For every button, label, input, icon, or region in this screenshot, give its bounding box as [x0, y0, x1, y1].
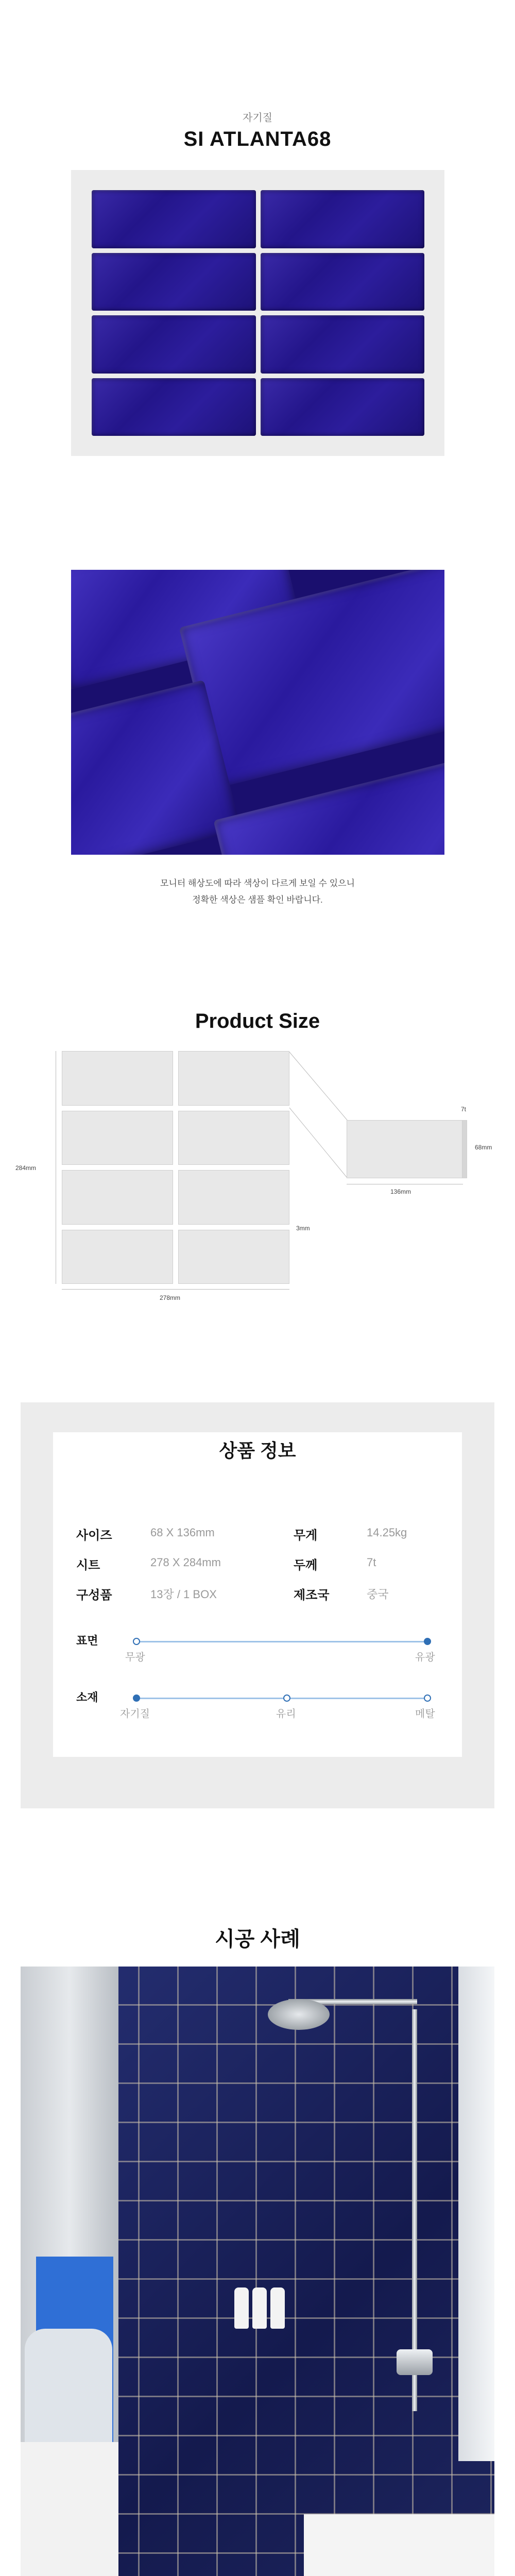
tile — [261, 378, 425, 436]
joint-label: 3mm — [296, 1225, 310, 1232]
surface-option-matte: 무광 — [125, 1652, 145, 1663]
soap-bottle — [252, 2287, 267, 2329]
size-diagram-sheet — [62, 1051, 289, 1284]
size-tile — [178, 1230, 289, 1284]
sheet-width-line — [62, 1289, 289, 1290]
info-key-weight: 무게 — [294, 1529, 318, 1543]
surface-label: 표면 — [76, 1634, 98, 1647]
shower-valve — [397, 2349, 433, 2375]
tile-width-label: 136mm — [390, 1188, 411, 1195]
tile — [261, 190, 425, 248]
size-tile — [62, 1230, 173, 1284]
info-card — [53, 1432, 462, 1757]
single-tile-edge — [462, 1120, 467, 1178]
tile — [92, 315, 256, 374]
surface-option-matte-dot — [133, 1638, 140, 1645]
material-label: 소재 — [76, 1691, 98, 1704]
size-tile — [62, 1111, 173, 1165]
closeup-tile-image — [71, 570, 444, 855]
surface-option-gloss: 유광 — [415, 1652, 435, 1663]
hero-tile-sheet-image — [92, 190, 424, 436]
photo-bathtub — [304, 2514, 494, 2576]
material-option-metal: 메탈 — [415, 1708, 435, 1720]
tile — [261, 315, 425, 374]
color-notice-line-1: 모니터 해상도에 따라 색상이 다르게 보일 수 있으니 — [160, 878, 355, 888]
material-option-porcelain: 자기질 — [120, 1708, 150, 1720]
soap-bottle — [270, 2287, 285, 2329]
info-value-sheet: 278 X 284mm — [150, 1556, 221, 1569]
product-size-title: Product Size — [195, 1010, 320, 1032]
photo-pillow — [25, 2329, 112, 2447]
info-title: 상품 정보 — [219, 1440, 296, 1461]
tile — [261, 253, 425, 311]
color-notice-line-2: 정확한 색상은 샘플 확인 바랍니다. — [192, 895, 323, 905]
product-title: SI ATLANTA68 — [183, 128, 332, 150]
tile — [92, 190, 256, 248]
info-value-size: 68 X 136mm — [150, 1526, 215, 1539]
info-key-thickness: 두께 — [294, 1558, 318, 1572]
material-scale-track — [136, 1698, 427, 1699]
size-tile — [178, 1170, 289, 1225]
photo-bed — [21, 2442, 118, 2576]
material-option-glass-dot — [283, 1694, 290, 1702]
sheet-height-label: 284mm — [15, 1164, 37, 1172]
tile-height-label: 68mm — [475, 1144, 492, 1151]
size-tile — [178, 1111, 289, 1165]
size-tile — [62, 1051, 173, 1106]
product-category: 자기질 — [243, 112, 272, 124]
photo-mirror — [458, 1967, 494, 2461]
info-value-components: 13장 / 1 BOX — [150, 1588, 217, 1601]
material-option-metal-dot — [424, 1694, 431, 1702]
tile-thickness-label: 7t — [461, 1106, 467, 1113]
shower-head-icon — [268, 1999, 330, 2030]
tile — [92, 378, 256, 436]
material-option-glass: 유리 — [276, 1708, 296, 1720]
surface-option-gloss-dot — [424, 1638, 431, 1645]
zoom-connector-lines — [288, 1051, 350, 1185]
single-tile-diagram — [347, 1120, 463, 1178]
sheet-width-label: 278mm — [160, 1294, 181, 1301]
soap-bottle — [234, 2287, 249, 2329]
surface-scale-track — [136, 1641, 427, 1642]
size-tile — [178, 1051, 289, 1106]
info-value-weight: 14.25kg — [367, 1526, 407, 1539]
info-key-size: 사이즈 — [76, 1529, 112, 1543]
info-value-origin: 중국 — [367, 1588, 389, 1601]
info-key-components: 구성품 — [76, 1588, 112, 1602]
info-value-thickness: 7t — [367, 1556, 376, 1569]
info-key-origin: 제조국 — [294, 1588, 330, 1602]
material-option-porcelain-dot — [133, 1694, 140, 1702]
size-tile — [62, 1170, 173, 1225]
tile — [92, 253, 256, 311]
info-key-sheet: 시트 — [76, 1558, 100, 1572]
case-title: 시공 사례 — [215, 1928, 300, 1951]
